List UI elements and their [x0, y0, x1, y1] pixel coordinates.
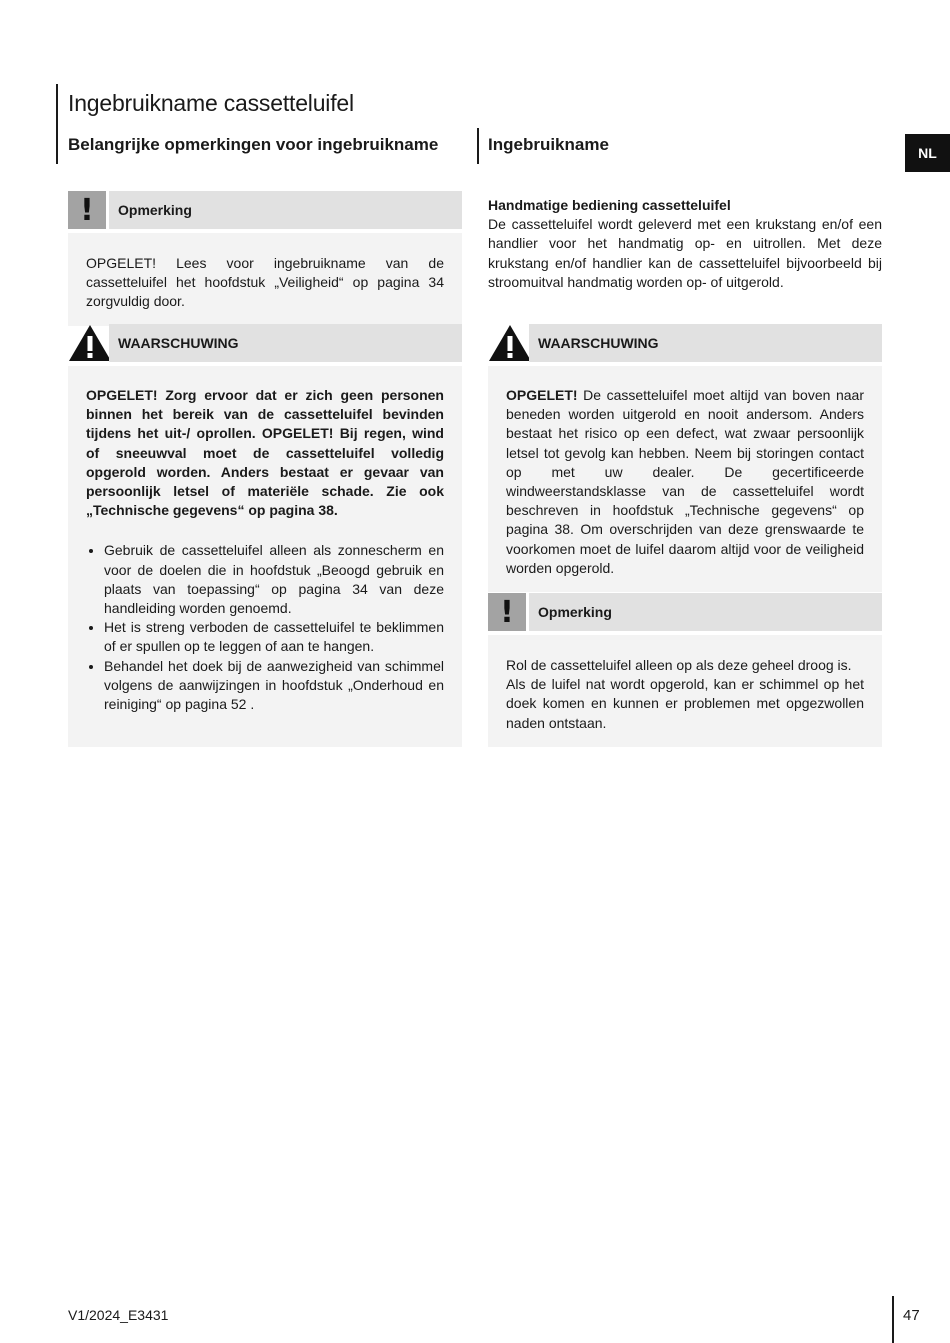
bullet-item: • Het is streng verboden de cassetteluifel te beklimmen of er spullen op te leggen of aan te hangen. [104, 618, 444, 656]
right-section-heading: Ingebruikname [488, 135, 609, 154]
note-label: Opmerking [109, 191, 462, 229]
note-text: OPGELET! Lees voor ingebruikname van de cassetteluifel het hoofdstuk „Veiligheid“ op pagina 34 zorgvuldig door. [86, 255, 444, 310]
manual-operation-heading: Handmatige bediening cassetteluifel [488, 197, 731, 213]
warning-text [506, 386, 864, 578]
footer-version-code: V1/2024_E3431 [68, 1307, 169, 1323]
note-header [488, 593, 882, 631]
warning-bold-text: OPGELET! Zorg ervoor dat er zich geen personen binnen het bereik van de cassetteluifel bevinden tijdens het uit-/ oprollen. OPGELET! Bij regen, wind of sneeuwval moet de cassetteluifel volledig opgerold worden. Anders bestaat er gevaar van persoonlijk letsel of materiële schade. Zie ook „Technische gegevens“ op pagina 38. [86, 387, 444, 519]
warning-label: WAARSCHUWING [109, 324, 462, 362]
warning-body [488, 366, 882, 592]
left-note-box [68, 191, 462, 326]
note-header [68, 191, 462, 229]
warning-triangle-icon [488, 324, 532, 362]
page-number: 47 [903, 1307, 920, 1324]
exclamation-icon: ! [488, 593, 526, 631]
warning-label: WAARSCHUWING [529, 324, 882, 362]
warning-triangle-icon [68, 324, 112, 362]
note-line-1: Rol de cassetteluifel alleen op als deze geheel droog is. [506, 657, 852, 673]
language-badge: NL [905, 134, 950, 172]
note-body [488, 635, 882, 747]
warning-header [68, 324, 462, 362]
manual-operation-text: De cassetteluifel wordt geleverd met een krukstang en/of een handlier voor het handmatig op- en uitrollen. Met deze krukstang en/of handlier kan de cassetteluifel bijvoorbeeld bij stroomuitval handmatig worden op- of uitgerold. [488, 216, 882, 290]
warning-bullet-list [86, 541, 444, 714]
right-note-box [488, 593, 882, 747]
warning-lead: OPGELET! [506, 387, 578, 403]
warning-header [488, 324, 882, 362]
warning-body [68, 366, 462, 747]
exclamation-icon: ! [68, 191, 106, 229]
title-rule [56, 84, 58, 164]
page-number-rule [892, 1296, 894, 1343]
left-warning-box [68, 324, 462, 747]
page-title: Ingebruikname cassetteluifel [68, 90, 354, 116]
note-line-2: Als de luifel nat wordt opgerold, kan er schimmel op het doek komen en kunnen er problemen met opgezwollen naden ontstaan. [506, 676, 864, 731]
warning-text-rest: De cassetteluifel moet altijd van boven naar beneden worden uitgerold en nooit andersom. Anders bestaat het risico op een defect, wat zwaar persoonlijk letsel tot gevolg kan hebben. Neem bij storingen contact op met uw dealer. De gecertificeerde windweerstandsklasse van de cassetteluifel wordt beschreven in hoofdstuk „Technische gegevens“ op pagina 38. Om overschrijden van deze grenswaarde te voorkomen moet de luifel daarom altijd voor de veiligheid worden opgerold. [506, 387, 864, 576]
bullet-item: • Behandel het doek bij de aanwezigheid van schimmel volgens de aanwijzingen in hoofdstuk „Onderhoud en reiniging“ op pagina 52 . [104, 657, 444, 715]
right-warning-box [488, 324, 882, 592]
note-body [68, 233, 462, 326]
bullet-item: • Gebruik de cassetteluifel alleen als zonnescherm en voor de doelen die in hoofdstuk „Beoogd gebruik en plaats van toepassing“ op pagina 34 van deze handleiding worden genoemd. [104, 541, 444, 618]
note-label: Opmerking [529, 593, 882, 631]
left-section-heading: Belangrijke opmerkingen voor ingebruikname [68, 135, 439, 154]
manual-operation-section [488, 196, 882, 292]
right-heading-rule [477, 128, 479, 164]
